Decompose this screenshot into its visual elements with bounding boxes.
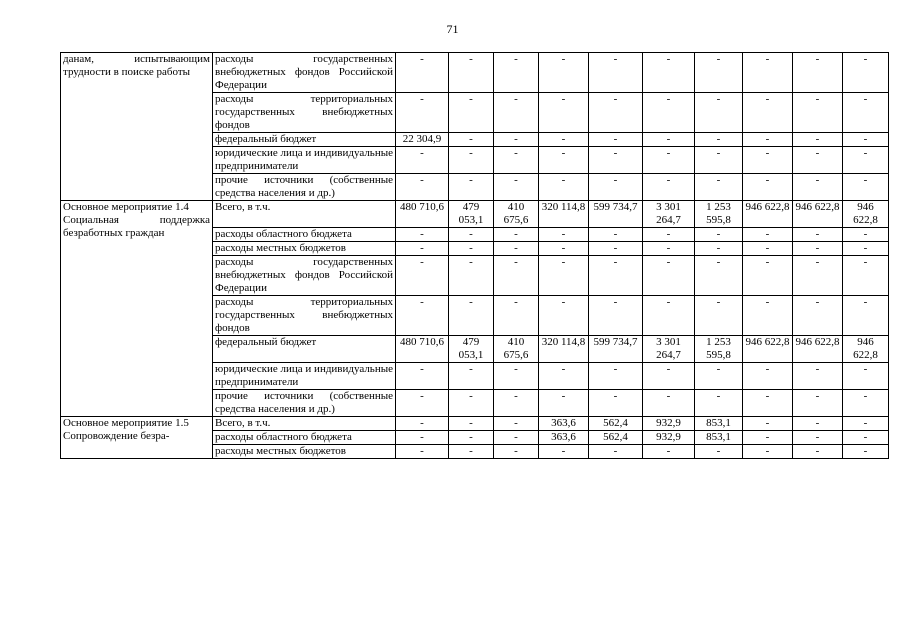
value-cell: -	[743, 147, 793, 174]
funding-source-cell: прочие источники (собственные средства населения и др.)	[213, 174, 396, 201]
value-cell: -	[449, 431, 494, 445]
value-cell: -	[843, 147, 889, 174]
value-cell: 946 622,8	[843, 336, 889, 363]
value-cell: -	[793, 133, 843, 147]
value-cell: -	[695, 363, 743, 390]
value-cell: 599 734,7	[589, 336, 643, 363]
value-cell: -	[494, 133, 539, 147]
value-cell: -	[589, 53, 643, 93]
funding-source-cell: федеральный бюджет	[213, 336, 396, 363]
value-cell: -	[743, 174, 793, 201]
value-cell: -	[449, 445, 494, 459]
value-cell: -	[396, 228, 449, 242]
activity-line: Сопровождение безра-	[63, 430, 170, 442]
value-cell: -	[695, 53, 743, 93]
value-cell: -	[843, 445, 889, 459]
value-cell: -	[743, 363, 793, 390]
value-cell: -	[695, 242, 743, 256]
value-cell: -	[396, 417, 449, 431]
value-cell: -	[843, 417, 889, 431]
value-cell: 3 301 264,7	[643, 201, 695, 228]
value-cell: -	[449, 228, 494, 242]
funding-source-cell: расходы местных бюджетов	[213, 242, 396, 256]
value-cell: 853,1	[695, 431, 743, 445]
value-cell: -	[589, 256, 643, 296]
value-cell: 479 053,1	[449, 336, 494, 363]
value-cell: -	[643, 242, 695, 256]
value-cell: -	[743, 256, 793, 296]
value-cell: -	[793, 431, 843, 445]
value-cell: -	[539, 93, 589, 133]
value-cell: -	[743, 133, 793, 147]
value-cell: -	[494, 147, 539, 174]
value-cell: -	[449, 363, 494, 390]
value-cell: 932,9	[643, 431, 695, 445]
value-cell: 363,6	[539, 417, 589, 431]
value-cell: -	[539, 242, 589, 256]
value-cell: -	[539, 445, 589, 459]
value-cell: 562,4	[589, 431, 643, 445]
value-cell: -	[494, 296, 539, 336]
value-cell: -	[843, 256, 889, 296]
value-cell: -	[449, 147, 494, 174]
value-cell: -	[539, 53, 589, 93]
value-cell: -	[793, 256, 843, 296]
value-cell: -	[743, 242, 793, 256]
value-cell: -	[539, 390, 589, 417]
value-cell: 479 053,1	[449, 201, 494, 228]
value-cell: 410 675,6	[494, 201, 539, 228]
activity-line: Основное мероприятие 1.4	[63, 201, 189, 213]
value-cell: 562,4	[589, 417, 643, 431]
funding-source-cell: юридические лица и индивидуальные предприниматели	[213, 363, 396, 390]
table-row	[61, 417, 889, 431]
value-cell: -	[695, 256, 743, 296]
value-cell: -	[539, 174, 589, 201]
value-cell: -	[843, 93, 889, 133]
value-cell: -	[494, 228, 539, 242]
value-cell: -	[449, 53, 494, 93]
value-cell: -	[449, 133, 494, 147]
value-cell: -	[643, 133, 695, 147]
value-cell: -	[494, 390, 539, 417]
value-cell: -	[539, 147, 589, 174]
value-cell: -	[695, 174, 743, 201]
value-cell: 1 253 595,8	[695, 336, 743, 363]
value-cell: 932,9	[643, 417, 695, 431]
value-cell: -	[643, 53, 695, 93]
value-cell: -	[539, 256, 589, 296]
value-cell: -	[793, 93, 843, 133]
value-cell: -	[643, 256, 695, 296]
value-cell: -	[589, 445, 643, 459]
value-cell: -	[843, 431, 889, 445]
value-cell: -	[396, 174, 449, 201]
value-cell: -	[743, 417, 793, 431]
value-cell: -	[396, 93, 449, 133]
value-cell: -	[695, 445, 743, 459]
value-cell: -	[643, 296, 695, 336]
page-number: 71	[446, 22, 459, 36]
value-cell: -	[793, 417, 843, 431]
value-cell: 3 301 264,7	[643, 336, 695, 363]
value-cell: -	[449, 417, 494, 431]
value-cell: -	[589, 174, 643, 201]
value-cell: 946 622,8	[743, 201, 793, 228]
value-cell: -	[695, 296, 743, 336]
value-cell: 363,6	[539, 431, 589, 445]
value-cell: -	[743, 390, 793, 417]
value-cell: -	[589, 228, 643, 242]
activity-line: данам, испытывающим трудности в поиске работы	[63, 53, 210, 78]
value-cell: -	[396, 445, 449, 459]
value-cell: -	[589, 296, 643, 336]
value-cell: -	[843, 133, 889, 147]
value-cell: -	[643, 174, 695, 201]
funding-source-cell: расходы областного бюджета	[213, 431, 396, 445]
value-cell: -	[539, 296, 589, 336]
value-cell: -	[589, 133, 643, 147]
value-cell: -	[449, 390, 494, 417]
activity-cell	[61, 417, 213, 459]
value-cell: -	[793, 363, 843, 390]
value-cell: -	[793, 53, 843, 93]
value-cell: 946 622,8	[793, 201, 843, 228]
value-cell: -	[793, 228, 843, 242]
value-cell: -	[743, 445, 793, 459]
funding-source-cell: расходы областного бюджета	[213, 228, 396, 242]
value-cell: -	[494, 363, 539, 390]
value-cell: -	[643, 228, 695, 242]
table-row	[61, 53, 889, 93]
value-cell: -	[793, 296, 843, 336]
value-cell: -	[589, 147, 643, 174]
value-cell: -	[449, 93, 494, 133]
value-cell: -	[643, 445, 695, 459]
value-cell: -	[793, 174, 843, 201]
value-cell: -	[843, 363, 889, 390]
funding-source-cell: расходы территориальных государственных внебюджетных фондов	[213, 93, 396, 133]
value-cell: 1 253 595,8	[695, 201, 743, 228]
budget-table	[60, 52, 889, 459]
value-cell: -	[589, 363, 643, 390]
value-cell: -	[396, 390, 449, 417]
activity-line: Социальная поддержка безработных граждан	[63, 214, 210, 239]
value-cell: -	[695, 93, 743, 133]
value-cell: -	[793, 242, 843, 256]
funding-source-cell: Всего, в т.ч.	[213, 417, 396, 431]
value-cell: -	[449, 256, 494, 296]
value-cell: -	[494, 431, 539, 445]
value-cell: 320 114,8	[539, 336, 589, 363]
value-cell: -	[743, 53, 793, 93]
value-cell: 853,1	[695, 417, 743, 431]
value-cell: -	[843, 296, 889, 336]
value-cell: -	[743, 228, 793, 242]
value-cell: -	[589, 390, 643, 417]
value-cell: -	[396, 147, 449, 174]
value-cell: -	[695, 390, 743, 417]
value-cell: -	[449, 242, 494, 256]
value-cell: -	[494, 174, 539, 201]
value-cell: -	[643, 93, 695, 133]
funding-source-cell: расходы территориальных государственных внебюджетных фондов	[213, 296, 396, 336]
funding-source-cell: расходы местных бюджетов	[213, 445, 396, 459]
value-cell: -	[396, 431, 449, 445]
value-cell: -	[695, 133, 743, 147]
value-cell: -	[643, 147, 695, 174]
value-cell: -	[843, 228, 889, 242]
value-cell: 946 622,8	[843, 201, 889, 228]
value-cell: -	[539, 133, 589, 147]
funding-source-cell: расходы государственных внебюджетных фондов Российской Федерации	[213, 256, 396, 296]
value-cell: -	[843, 390, 889, 417]
value-cell: 320 114,8	[539, 201, 589, 228]
value-cell: 599 734,7	[589, 201, 643, 228]
activity-cell	[61, 53, 213, 201]
value-cell: -	[494, 93, 539, 133]
value-cell: 22 304,9	[396, 133, 449, 147]
value-cell: -	[643, 363, 695, 390]
value-cell: -	[743, 93, 793, 133]
value-cell: -	[449, 174, 494, 201]
value-cell: 946 622,8	[743, 336, 793, 363]
value-cell: -	[449, 296, 494, 336]
value-cell: -	[743, 431, 793, 445]
value-cell: -	[396, 242, 449, 256]
value-cell: 480 710,6	[396, 336, 449, 363]
table-row	[61, 201, 889, 228]
value-cell: -	[793, 147, 843, 174]
value-cell: -	[396, 363, 449, 390]
value-cell: 480 710,6	[396, 201, 449, 228]
funding-source-cell: юридические лица и индивидуальные предприниматели	[213, 147, 396, 174]
value-cell: -	[494, 256, 539, 296]
funding-source-cell: федеральный бюджет	[213, 133, 396, 147]
value-cell: -	[539, 228, 589, 242]
value-cell: -	[843, 53, 889, 93]
value-cell: -	[396, 296, 449, 336]
value-cell: -	[793, 445, 843, 459]
funding-source-cell: прочие источники (собственные средства населения и др.)	[213, 390, 396, 417]
funding-source-cell: Всего, в т.ч.	[213, 201, 396, 228]
value-cell: -	[396, 256, 449, 296]
value-cell: -	[539, 363, 589, 390]
value-cell: -	[494, 53, 539, 93]
value-cell: -	[695, 147, 743, 174]
value-cell: -	[643, 390, 695, 417]
activity-line: Основное мероприятие 1.5	[63, 417, 189, 429]
funding-source-cell: расходы государственных внебюджетных фондов Российской Федерации	[213, 53, 396, 93]
value-cell: -	[589, 242, 643, 256]
value-cell: -	[494, 445, 539, 459]
value-cell: 410 675,6	[494, 336, 539, 363]
value-cell: -	[589, 93, 643, 133]
value-cell: -	[743, 296, 793, 336]
value-cell: -	[793, 390, 843, 417]
value-cell: -	[494, 242, 539, 256]
value-cell: -	[843, 174, 889, 201]
value-cell: 946 622,8	[793, 336, 843, 363]
value-cell: -	[695, 228, 743, 242]
value-cell: -	[494, 417, 539, 431]
value-cell: -	[843, 242, 889, 256]
value-cell: -	[396, 53, 449, 93]
activity-cell	[61, 201, 213, 417]
